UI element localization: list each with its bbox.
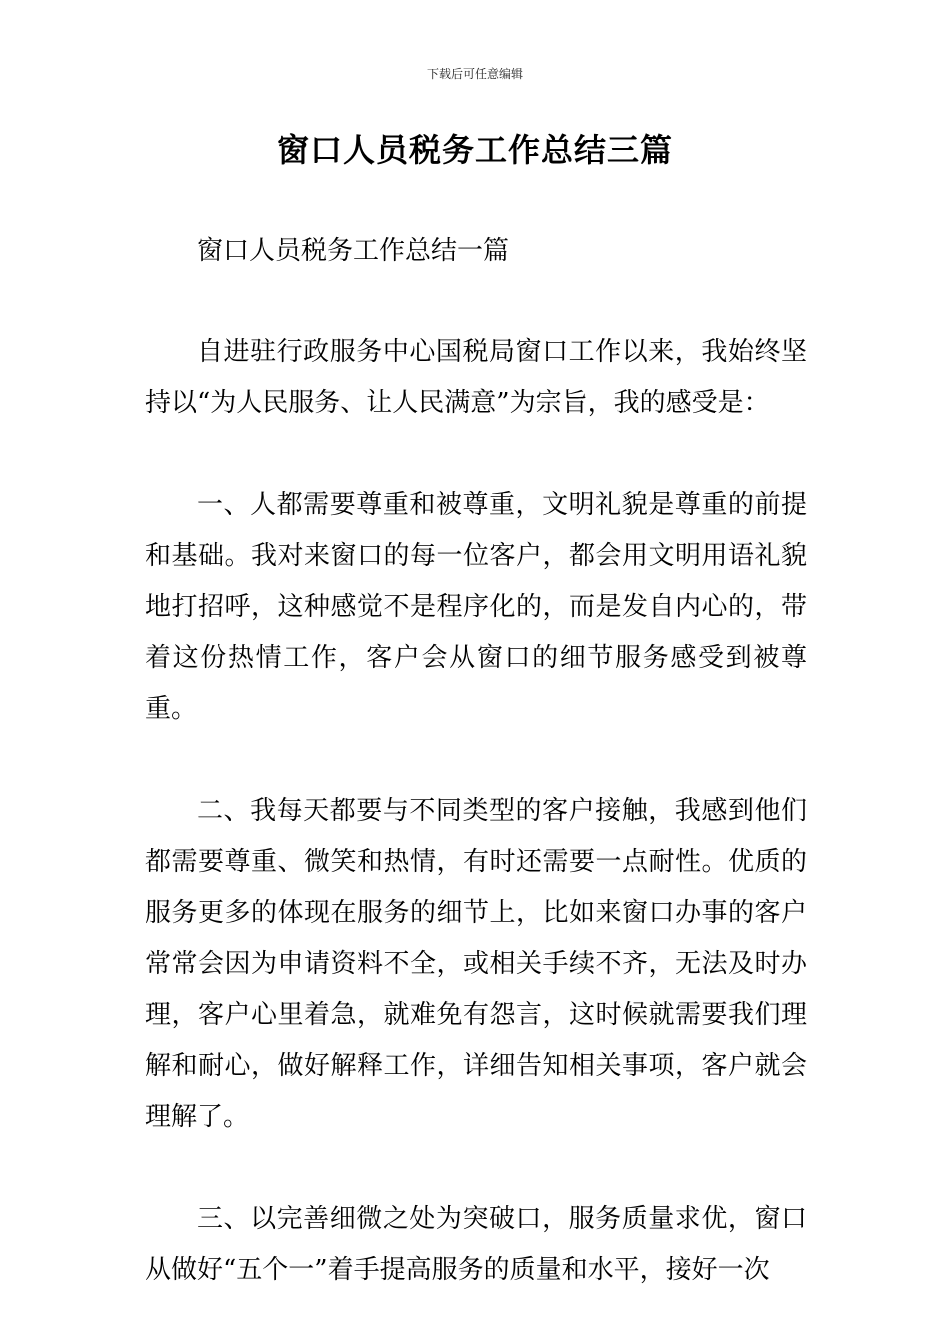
paragraph-point-1: 一、人都需要尊重和被尊重，文明礼貌是尊重的前提和基础。我对来窗口的每一位客户，都会用文明用语礼貌地打招呼，这种感觉不是程序化的，而是发自内心的，带着这份热情工作，客户会从窗口的细节服务感受到被尊重。 — [145, 490, 807, 724]
paragraph-intro: 自进驻行政服务中心国税局窗口工作以来，我始终坚持以“为人民服务、让人民满意”为宗旨，我的感受是： — [145, 337, 807, 418]
document-title: 窗口人员税务工作总结三篇 — [276, 131, 673, 169]
paragraph-point-3: 三、以完善细微之处为突破口，服务质量求优，窗口从做好“五个一”着手提高服务的质量和水平，接好一次 — [145, 1204, 807, 1285]
header-note: 下载后可任意编辑 — [426, 67, 523, 81]
section-subtitle: 窗口人员税务工作总结一篇 — [197, 236, 510, 266]
document-body — [145, 226, 807, 1296]
paragraph-point-2: 二、我每天都要与不同类型的客户接触，我感到他们都需要尊重、微笑和热情，有时还需要一点耐性。优质的服务更多的体现在服务的细节上，比如来窗口办事的客户常常会因为申请资料不全，或相关手续不齐，无法及时办理，客户心里着急，就难免有怨言，这时候就需要我们理解和耐心，做好解释工作，详细告知相关事项，客户就会理解了。 — [145, 796, 807, 1132]
